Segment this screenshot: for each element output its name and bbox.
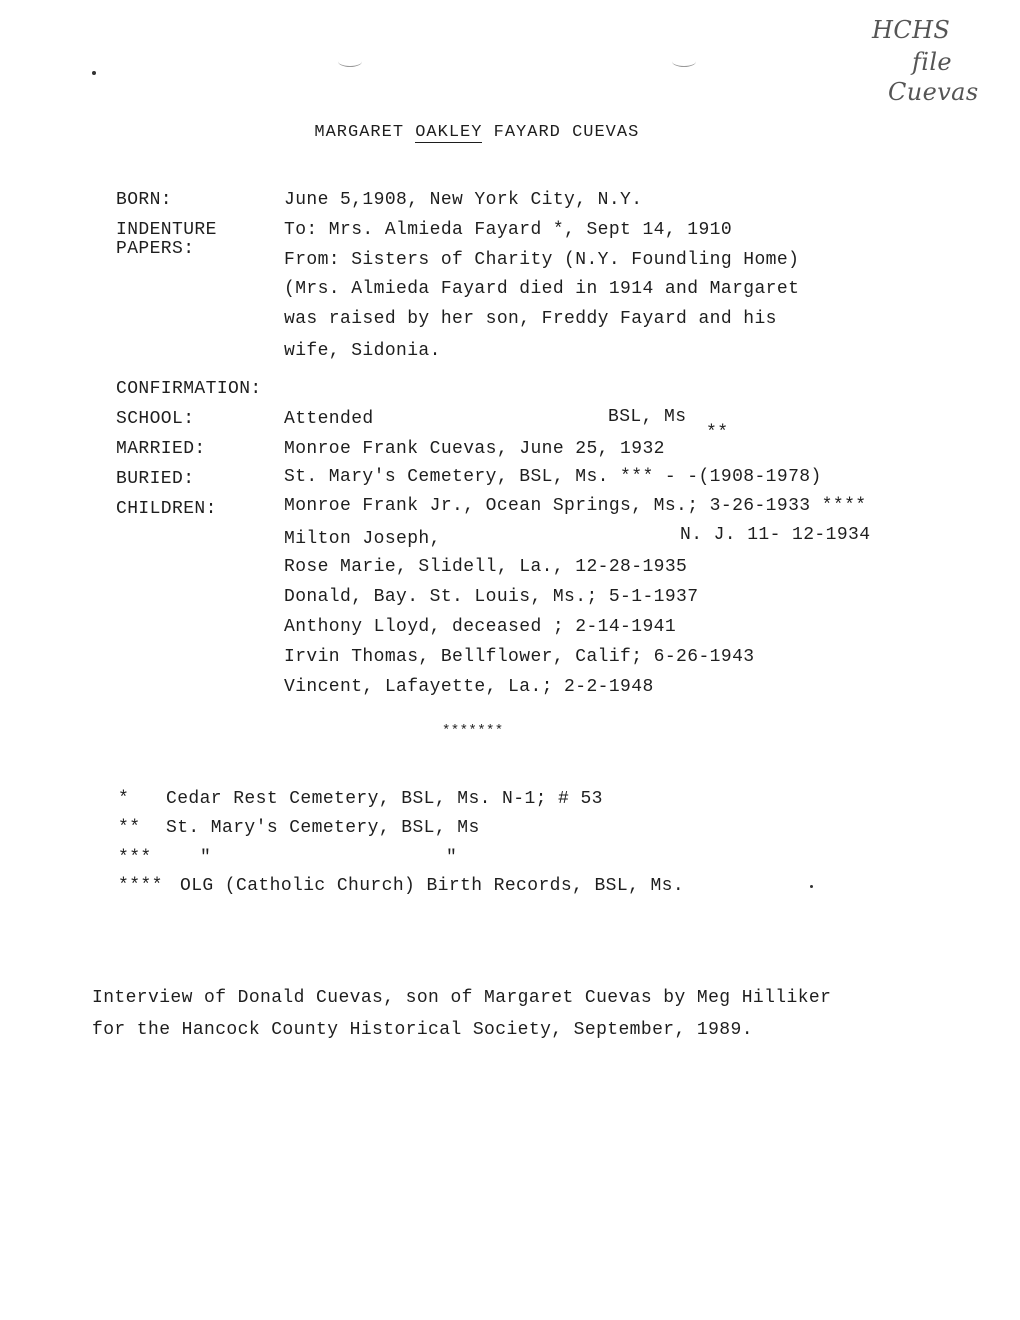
staple-mark (338, 56, 362, 67)
indenture-line: From: Sisters of Charity (N.Y. Foundling Home) (284, 250, 800, 270)
footnote-ditto: " (446, 848, 458, 868)
page-title (292, 107, 639, 141)
buried-label: BURIED: (116, 469, 195, 489)
child-item: Irvin Thomas, Bellflower, Calif; 6-26-1943 (284, 647, 755, 667)
married-note: ** (706, 423, 729, 443)
child-item: Donald, Bay. St. Louis, Ms.; 5-1-1937 (284, 587, 699, 607)
indenture-line: was raised by her son, Freddy Fayard and his (284, 309, 777, 329)
born-label: BORN: (116, 190, 173, 210)
confirmation-label: CONFIRMATION: (116, 379, 262, 399)
indenture-line: To: Mrs. Almieda Fayard *, Sept 14, 1910 (284, 220, 733, 240)
child-item: Anthony Lloyd, deceased ; 2-14-1941 (284, 617, 677, 637)
footnote-mark: * (118, 789, 130, 809)
interview-line: for the Hancock County Historical Society, September, 1989. (92, 1020, 753, 1040)
speck (92, 71, 96, 75)
school-label: SCHOOL: (116, 409, 195, 429)
footnote-mark: **** (118, 876, 163, 896)
child-item-extra: N. J. 11- 12-1934 (680, 525, 871, 545)
school-value: Attended (284, 409, 374, 429)
child-item: Vincent, Lafayette, La.; 2-2-1948 (284, 677, 654, 697)
annotation-line-2: file (912, 48, 953, 76)
footnote-mark: *** (118, 848, 152, 868)
annotation-line-3: Cuevas (888, 78, 979, 106)
indenture-line: (Mrs. Almieda Fayard died in 1914 and Margaret (284, 279, 800, 299)
speck (810, 885, 813, 888)
school-place: BSL, Ms (608, 407, 687, 427)
footnote-text: Cedar Rest Cemetery, BSL, Ms. N-1; # 53 (166, 789, 603, 809)
child-item: Milton Joseph, (284, 529, 441, 549)
title-last: FAYARD CUEVAS (482, 123, 640, 142)
children-label: CHILDREN: (116, 499, 217, 519)
indenture-label: INDENTURE (116, 220, 217, 240)
married-value: Monroe Frank Cuevas, June 25, 1932 (284, 439, 665, 459)
footnote-text: St. Mary's Cemetery, BSL, Ms (166, 818, 480, 838)
title-first: MARGARET (314, 123, 416, 142)
buried-value: St. Mary's Cemetery, BSL, Ms. *** - -(1908-1978) (284, 467, 822, 487)
married-label: MARRIED: (116, 439, 206, 459)
child-item: Rose Marie, Slidell, La., 12-28-1935 (284, 557, 688, 577)
staple-mark (672, 56, 696, 67)
footnote-text: OLG (Catholic Church) Birth Records, BSL, Ms. (180, 876, 685, 896)
interview-line: Interview of Donald Cuevas, son of Margaret Cuevas by Meg Hilliker (92, 988, 832, 1008)
separator: ******* (442, 723, 504, 739)
footnote-ditto: " (200, 848, 212, 868)
papers-label: PAPERS: (116, 239, 195, 259)
born-value: June 5,1908, New York City, N.Y. (284, 190, 643, 210)
annotation-line-1: HCHS (872, 16, 951, 44)
title-middle: OAKLEY (415, 123, 483, 142)
indenture-line: wife, Sidonia. (284, 341, 441, 361)
child-item: Monroe Frank Jr., Ocean Springs, Ms.; 3-26-1933 **** (284, 496, 867, 516)
footnote-mark: ** (118, 818, 141, 838)
